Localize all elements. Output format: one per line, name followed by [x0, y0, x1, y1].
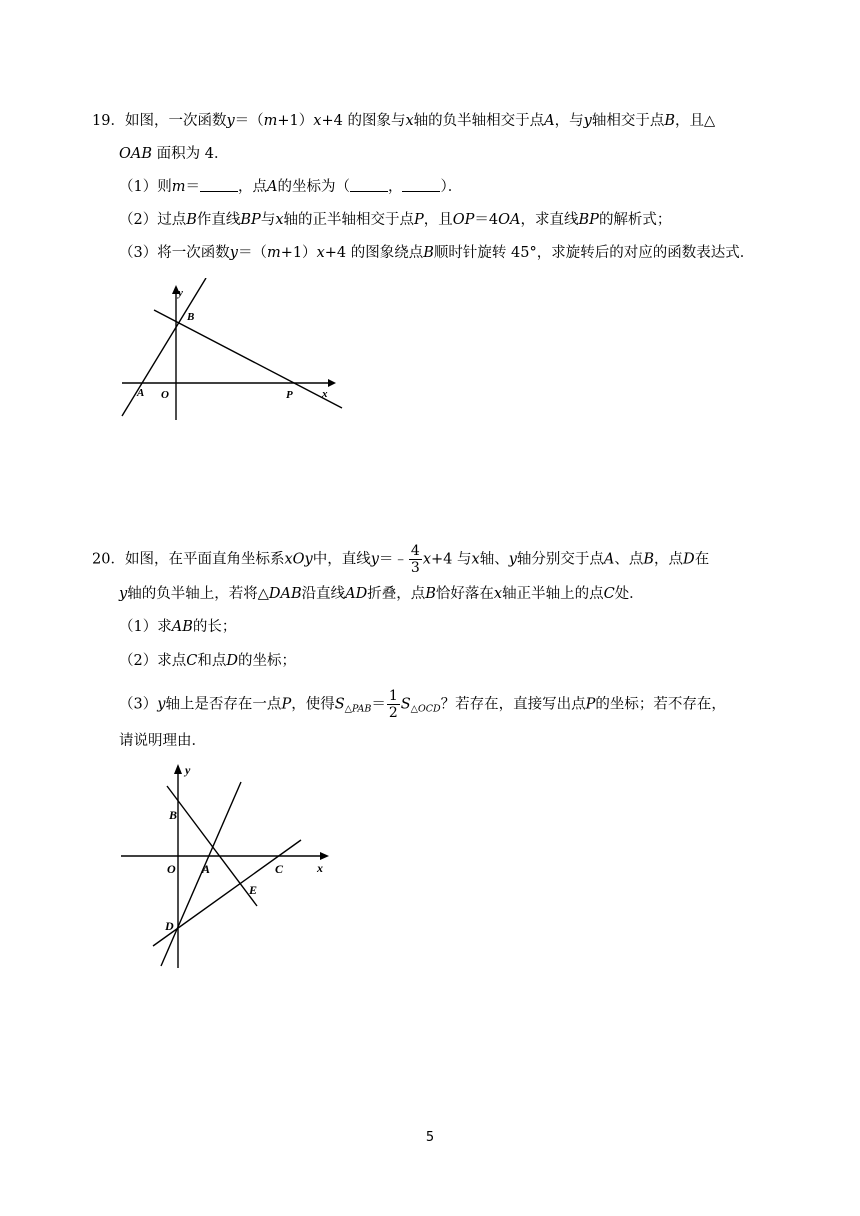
q19-part3: （3）将一次函数y＝（m+1）x+4 的图象绕点B顺时针旋转 45°，求旋转后的对应的函数表达式．: [119, 245, 755, 261]
x-axis-arrow: [328, 379, 336, 387]
q19-part1: （1）则m＝ ，点A的坐标为（ ， ）．: [119, 179, 463, 195]
label-y: y: [185, 763, 191, 777]
fraction-1-2: $\frac{1}{2}$: [388, 688, 398, 721]
q19-figure: [110, 278, 350, 428]
y-axis-arrow: [174, 764, 182, 774]
answer-blank: [200, 177, 238, 192]
q20-part1: （1）求AB的长；: [119, 619, 237, 635]
q19-line1: 19．如图，一次函数y＝（m+1）x+4 的图象与x轴的负半轴相交于点A，与y轴相交于点B，且△: [92, 113, 716, 129]
q20-part3: （3）y轴上是否存在一点P，使得$S_{\triangle PAB}=$ $\frac{1}{2}$ $S_{\triangle OCD}$？若存在，直接写出点P的坐标；若不存在，: [119, 688, 726, 721]
label-x: x: [317, 861, 323, 875]
x-axis-arrow: [320, 852, 329, 860]
answer-blank: [350, 177, 388, 192]
label-O: O: [167, 862, 176, 876]
q20-part2: （2）求点C和点D的坐标；: [119, 653, 296, 669]
q20-line1: 20．如图，在平面直角坐标系xOy中，直线y＝﹣ $\frac{4}{3}$ x+4 与x轴、y轴分别交于点A、点B，点D在: [92, 543, 710, 576]
line-BE: [167, 786, 257, 906]
label-E: E: [249, 883, 258, 897]
fraction-4-3: $\frac{4}{3}$: [410, 543, 420, 576]
label-x: x: [322, 388, 328, 400]
label-y: y: [178, 287, 183, 299]
q20-line2: y轴的负半轴上，若将△DAB沿直线AD折叠，点B恰好落在x轴正半轴上的点C处．: [119, 586, 644, 602]
answer-blank: [402, 177, 440, 192]
label-B: B: [169, 808, 178, 822]
label-C: C: [275, 862, 284, 876]
page-number: 5: [425, 1130, 435, 1145]
q19-line2: OAB 面积为 4．: [119, 146, 229, 162]
q20-figure: [115, 758, 345, 970]
q20-part3-cont: 请说明理由．: [119, 733, 206, 749]
label-D: D: [165, 919, 174, 933]
label-A: A: [137, 387, 145, 399]
line-BP: [154, 310, 342, 408]
label-A: A: [202, 862, 211, 876]
label-O: O: [161, 389, 169, 401]
label-B: B: [187, 311, 195, 323]
q19-part2: （2）过点B作直线BP与x轴的正半轴相交于点P，且OP＝4OA，求直线BP的解析式；: [119, 212, 672, 228]
label-P: P: [286, 389, 293, 401]
